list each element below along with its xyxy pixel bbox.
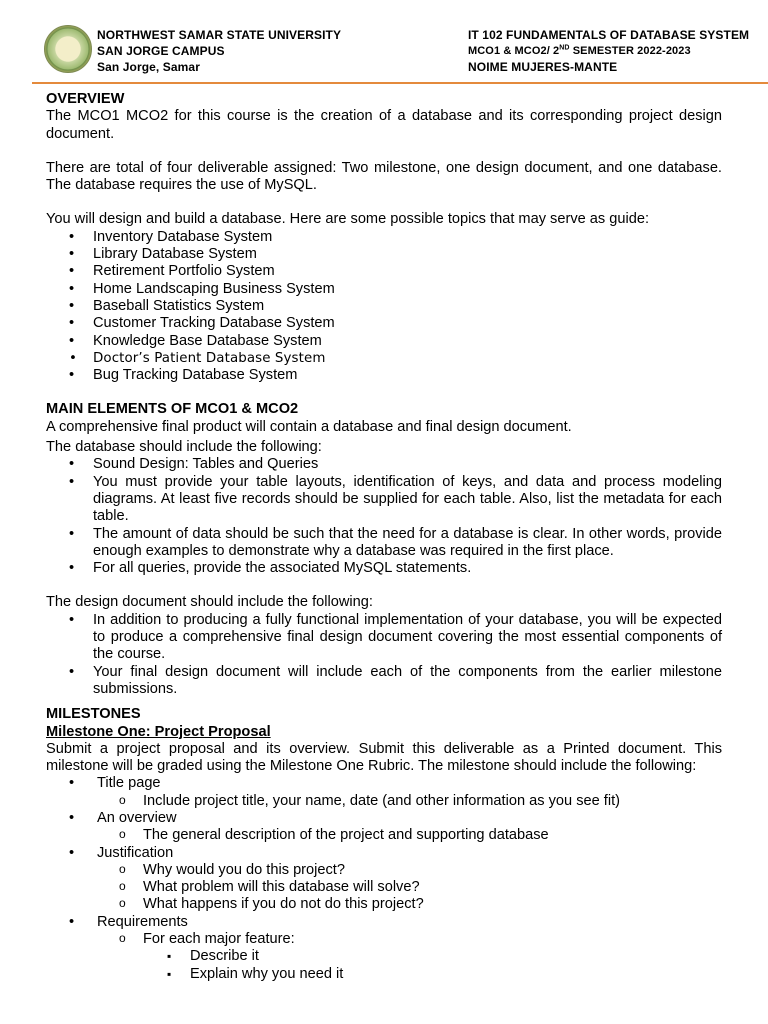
semester-line: MCO1 & MCO2/ 2ND SEMESTER 2022-2023 bbox=[468, 44, 691, 57]
main-elements-paragraph-3: The design document should include the following: bbox=[46, 594, 373, 611]
campus-name: SAN JORGE CAMPUS bbox=[97, 44, 225, 58]
list-item: • Knowledge Base Database System bbox=[46, 333, 722, 350]
document-body bbox=[46, 91, 722, 983]
list-item: o For each major feature: ▪ Describe it ▪ Explain why you need it bbox=[46, 931, 722, 983]
list-item: o Include project title, your name, date (and other information as you see fit) bbox=[46, 793, 722, 810]
list-item: o What problem will this database will solve? bbox=[46, 879, 722, 896]
header-divider bbox=[32, 82, 768, 84]
main-elements-paragraph-2: The database should include the following: bbox=[46, 439, 322, 456]
list-item: • For all queries, provide the associated MySQL statements. bbox=[46, 560, 722, 577]
milestone-one-subheading: Milestone One: Project Proposal bbox=[46, 723, 271, 740]
overview-paragraph-3: You will design and build a database. Here are some possible topics that may serve as guide: bbox=[46, 211, 650, 228]
list-item: ▪ Describe it bbox=[46, 948, 722, 965]
list-item: • The amount of data should be such that the need for a database is clear. In other words, provide enough examples to demonstrate why a database was required in the first place. bbox=[46, 526, 722, 561]
list-item: • Sound Design: Tables and Queries bbox=[46, 456, 722, 473]
page-header bbox=[0, 0, 768, 84]
overview-heading: OVERVIEW bbox=[46, 91, 125, 107]
list-item: • Your final design document will include each of the components from the earlier milestone submissions. bbox=[46, 664, 722, 699]
database-requirements-list bbox=[46, 456, 722, 577]
list-item: o What happens if you do not do this project? bbox=[46, 896, 722, 913]
list-item: o Why would you do this project? bbox=[46, 862, 722, 879]
design-document-list bbox=[46, 612, 722, 698]
list-item: • Customer Tracking Database System bbox=[46, 315, 722, 332]
main-elements-heading: MAIN ELEMENTS OF MCO1 & MCO2 bbox=[46, 401, 299, 418]
header-course-info bbox=[468, 27, 749, 75]
list-item: • Retirement Portfolio System bbox=[46, 263, 722, 280]
milestone-one-list bbox=[46, 775, 722, 983]
list-item: • Baseball Statistics System bbox=[46, 298, 722, 315]
list-item: • Inventory Database System bbox=[46, 229, 722, 246]
milestones-heading: MILESTONES bbox=[46, 706, 141, 723]
main-elements-paragraph-1: A comprehensive final product will contain a database and final design document. bbox=[46, 418, 572, 435]
course-title: IT 102 FUNDAMENTALS OF DATABASE SYSTEM bbox=[468, 28, 750, 42]
campus-address: San Jorge, Samar bbox=[97, 60, 200, 74]
list-item: o The general description of the project and supporting database bbox=[46, 827, 722, 844]
university-name: NORTHWEST SAMAR STATE UNIVERSITY bbox=[97, 28, 342, 42]
list-item: • Home Landscaping Business System bbox=[46, 281, 722, 298]
list-item: • Library Database System bbox=[46, 246, 722, 263]
list-item: • Bug Tracking Database System bbox=[46, 367, 722, 384]
milestones-paragraph-1: Submit a project proposal and its overview. Submit this deliverable as a Printed document. This milestone will be graded using the Milestone One Rubric. The milestone should include the following: bbox=[46, 740, 722, 775]
header-institution bbox=[97, 27, 341, 75]
list-item: • You must provide your table layouts, identification of keys, and data and process modeling diagrams. At least five records should be supplied for each table. Also, list the metadata for each table. bbox=[46, 474, 722, 526]
university-seal-logo bbox=[44, 25, 92, 73]
overview-paragraph-2: There are total of four deliverable assigned: Two milestone, one design document, and one database. The database requires the use of MySQL. bbox=[46, 159, 722, 194]
overview-paragraph-1: The MCO1 MCO2 for this course is the creation of a database and its corresponding project design document. bbox=[46, 108, 722, 142]
list-item: ▪ Explain why you need it bbox=[46, 966, 722, 983]
instructor-name: NOIME MUJERES-MANTE bbox=[468, 60, 618, 74]
topics-list bbox=[46, 229, 722, 385]
list-item: • An overview o The general description of the project and supporting database bbox=[46, 810, 722, 845]
list-item: • Justification o Why would you do this project? o What problem will this database will solve? o What happens if you do not do this project? bbox=[46, 845, 722, 914]
list-item: • Doctor’s Patient Database System bbox=[46, 350, 722, 367]
list-item: • Requirements o For each major feature: ▪ Describe it ▪ Explain why you need it bbox=[46, 914, 722, 983]
list-item: • Title page o Include project title, your name, date (and other information as you see fit) bbox=[46, 775, 722, 810]
list-item: • In addition to producing a fully functional implementation of your database, you will be expected to produce a comprehensive final design document covering the most essential components of the course. bbox=[46, 612, 722, 664]
